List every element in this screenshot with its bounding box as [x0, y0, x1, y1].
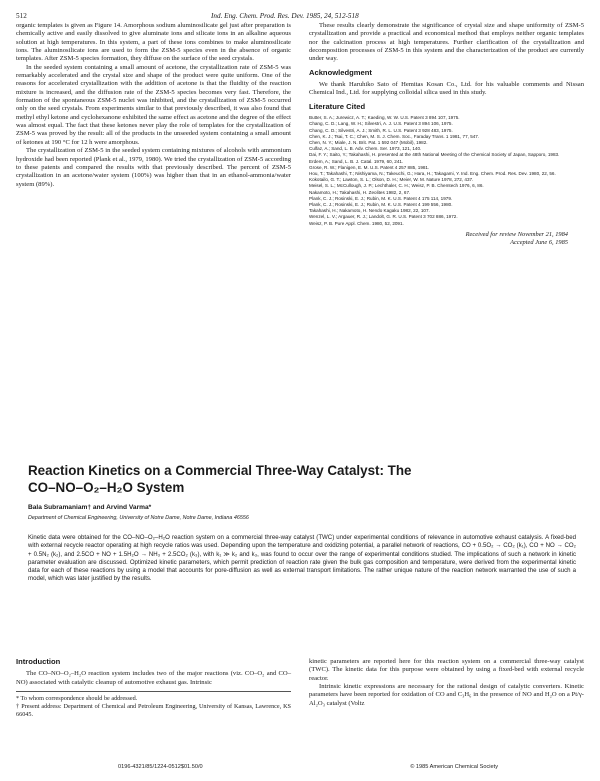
right-column-top: [309, 22, 584, 247]
reference-list: [309, 115, 584, 227]
reference-entry: Weisz, P. B. Pure Appl. Chem. 1980, 52, 2091.: [309, 220, 404, 226]
copyright: © 1985 American Chemical Society: [410, 764, 498, 770]
authors: Bala Subramaniam† and Arvind Varma*: [28, 504, 152, 511]
journal-citation: Ind. Eng. Chem. Prod. Res. Dev. 1985, 24, 512-518: [211, 12, 359, 20]
right-column-bottom: [309, 658, 584, 708]
footnote-correspondence: * To whom correspondence should be addressed.: [16, 695, 138, 703]
article-code: 0196-4321/85/1224-0512$01.50/0: [118, 764, 203, 770]
reference-entry: Chang, C. D.; Silvestri, A. J.; Smith, R. L. U.S. Patent 3 928 483, 1975.: [309, 127, 453, 133]
footnote-present-address: † Present address: Department of Chemical and Petroleum Engineering, University of Kansas, Lawrence, KS 66045.: [16, 702, 291, 718]
introduction-text: The CO–NO–O₂–H₂O reaction system includes two of the major reactions (viz. CO–O₂ and CO–NO) associated with catalytic cleanup of automotive exhaust gas. Intrinsic: [16, 670, 291, 686]
reference-entry: Chang, C. D.; Lang, W. H.; Silvestri, A. J. U.S. Patent 3 894 106, 1975.: [309, 121, 453, 127]
accepted-date: Accepted June 6, 1985: [510, 238, 568, 246]
page-number: 512: [16, 12, 27, 20]
literature-cited-heading: Literature Cited: [309, 101, 366, 111]
reference-entry: Dai, F. Y.; Saito, Y.; Takahashi, H. presented at the 48th National Meeting of the Chemical Society of Japan, Sapporo, 1983.: [309, 152, 560, 158]
reference-entry: Plank, C. J.; Rosinski, E. J.; Rubin, M. K. U.S. Patent 4 175 114, 1979.: [309, 195, 453, 201]
paragraph: The crystallization of ZSM-5 in the seeded system containing mixtures of alcohols with ammonium hydroxide had been reported (Plank et al., 1979, 1980). We tried the crystallization of ZSM-5 according to these patents and compared the results with that previously described. The percent of ZSM-5 crystallization in an acetone/water system (100%) was higher than that in an ethanol-ammonia/water system (89%).: [16, 147, 291, 188]
reference-entry: Wenzel, L. V.; Argauer, R. J.; Landolt, G. R. U.S. Patent 3 702 886, 1972.: [309, 214, 458, 220]
affiliation: Department of Chemical Engineering, University of Notre Dame, Notre Dame, Indiana 46556: [28, 515, 249, 521]
title-line-1: Reaction Kinetics on a Commercial Three-Way Catalyst: The: [28, 463, 412, 478]
reference-entry: Culfaz, A.; Sand, L. B. Adv. Chem. Ser. 1973, 121, 140.: [309, 146, 422, 152]
reference-entry: Butter, S. A.; Jurewicz, A. T.; Kaeding, W. W. U.S. Patent 3 894 107, 1975.: [309, 115, 460, 121]
acknowledgment-text: We thank Haruhiko Sato of Hemitas Kosan Co., Ltd. for his valuable comments and Nissan Chemical Ind., Ltd. for supplying colloidal silica used in this study.: [309, 81, 584, 97]
reference-entry: Chen, N. Y.; Miale, J. N. Brit. Pat. 1 592 047 (Mobil), 1982.: [309, 139, 428, 145]
reference-entry: Meisel, S. L.; McCullough, J. P.; Lechthaler, C. H.; Weisz, P. B. Chemtech 1976, 6, 86.: [309, 183, 484, 189]
page-footer: [118, 764, 498, 770]
reference-entry: Erdem, A.; Sand, L. B. J. Catal. 1979, 60, 241.: [309, 158, 404, 164]
reference-entry: Nakamoto, H.; Takahashi, H. Zeolites 1982, 2, 67.: [309, 189, 411, 195]
left-column-top: [16, 22, 291, 189]
paragraph: organic templates is given as Figure 14. Amorphous sodium aluminosilicate gel just after preparation is chemically active and easily dissolved to give aluminate ions and silicate ions in an alkaline aqueous solution at high temperatures. In this system, a part of these ions combines to make aluminosilicate ions. The aluminosilicate ions are used to form the ZSM-5 species even in the absence of organic templates. After ZSM-5 species formation, they diffuse on the surface of the seed crystals.: [16, 22, 291, 63]
paragraph: kinetic parameters are reported here for this reaction system on a commercial three-way catalyst (TWC). The kinetic data for this purpose were obtained by using a fixed-bed with external recycle reactor.: [309, 658, 584, 682]
reference-entry: Takahashi, H.; Nakamoto, H. Nendo Kagaku 1982, 22, 107.: [309, 208, 430, 214]
reference-entry: Grose, R. W.; Flanigen, E. M. U.S. Patent 4 257 885, 1981.: [309, 164, 430, 170]
received-dates: [309, 231, 584, 247]
reference-entry: Kokotailo, G. T.; Lawton, S. L.; Olson, D. H.; Meier, W. M. Nature 1978, 272, 437.: [309, 177, 474, 183]
received-date: Received for review November 21, 1984: [465, 230, 568, 238]
paragraph: In the seeded system containing a small amount of acetone, the crystallization rate of ZSM-5 was remarkably accelerated and the crystal size and shape of the product were quite uniform. One of the reasons for accelerated crystallization with the addition of acetone is that the fluidity of the reaction mixture is increased, and the diffusion rate of the ZSM-5 species becomes very fast. Therefore, the formation of the spontaneous ZSM-5 nuclei was inhibited, and the crystallization of ZSM-5 occurred only on the seed crystals. From experiments similar to that previously described, it was also found that methyl ethyl ketone and cyclohexanone exhibited the same effect as acetone and the degree of the effect was almost equal. The fact that these ketones never play the role of templates for the crystallization of ZSM-5 was proved by the result: all of the products in the unseeded system containing a small amount of ketones at 190 °C for 12 h were amorphous.: [16, 63, 291, 146]
acknowledgment-heading: Acknowledgment: [309, 67, 372, 77]
left-column-bottom: [16, 658, 291, 718]
abstract: Kinetic data were obtained for the CO–NO–O₂–H₂O reaction system on a commercial three-way catalyst (TWC) under experimental conditions of relevance in automotive exhaust catalysis. A fixed-bed with external recycle reactor operating at high recycle ratios was used. Depending upon the temperature and oxidizing potential, a parallel network of reactions, CO + 0.5O₂ → CO₂ (k₁), CO + NO → CO₂ + 0.5N₂ (k₂), and 2.5CO + NO + 1.5H₂O → NH₃ + 2.5CO₂ (k₃), with k₁ ≫ k₂ and k₃, was found to occur over the range of experimental conditions studied. The implications of such a network in kinetic parameter evaluation are discussed. Optimized kinetic parameters, which permit prediction of reaction rate given the bulk gas composition and temperature, were derived from the experimental kinetic data for each of these reactions by using a model that accounts for pore-diffusion as well as external transport limitations. The rather unique nature of the reaction network warranted the use of such a model, which was later justified by the results.: [28, 534, 576, 583]
reference-entry: Chen, K. J.; Tsai, T. C.; Chen, M. S. J. Chem. Soc., Faraday Trans. 1 1981, 77, 547.: [309, 133, 480, 139]
paragraph: Intrinsic kinetic expressions are necessary for the rational design of catalytic converters. Kinetic parameters have been reported for oxidation of CO and C₃H₆ in the presence of NO and H₂O on a Pt/γ-Al₂O₃ catalyst (Voltz: [309, 683, 584, 707]
article-title: [28, 462, 588, 496]
title-line-2: CO–NO–O₂–H₂O System: [28, 480, 185, 495]
footnotes: [16, 691, 291, 718]
running-head: [16, 10, 582, 22]
introduction-heading: Introduction: [16, 657, 61, 666]
reference-entry: Plank, C. J.; Rosinski, E. J.; Rubin, M. K. U.S. Patent 4 199 556, 1980.: [309, 201, 453, 207]
reference-entry: Hou, T.; Takahashi, T.; Nishiyama, N.; Takeuchi, G.; Hara, H.; Takagami, Y. Ind. Eng. Chem. Prod. Res. Dev. 1980, 22, 56.: [309, 170, 556, 176]
paragraph: These results clearly demonstrate the significance of crystal size and shape uniformity of ZSM-5 crystallization and provide a practical and economical method that employs neither organic templates nor the calcination process at high temperatures. Further clarification of the crystallization and decomposition processes of ZSM-5 in this system and the characterization of the product are currently under way.: [309, 22, 584, 63]
